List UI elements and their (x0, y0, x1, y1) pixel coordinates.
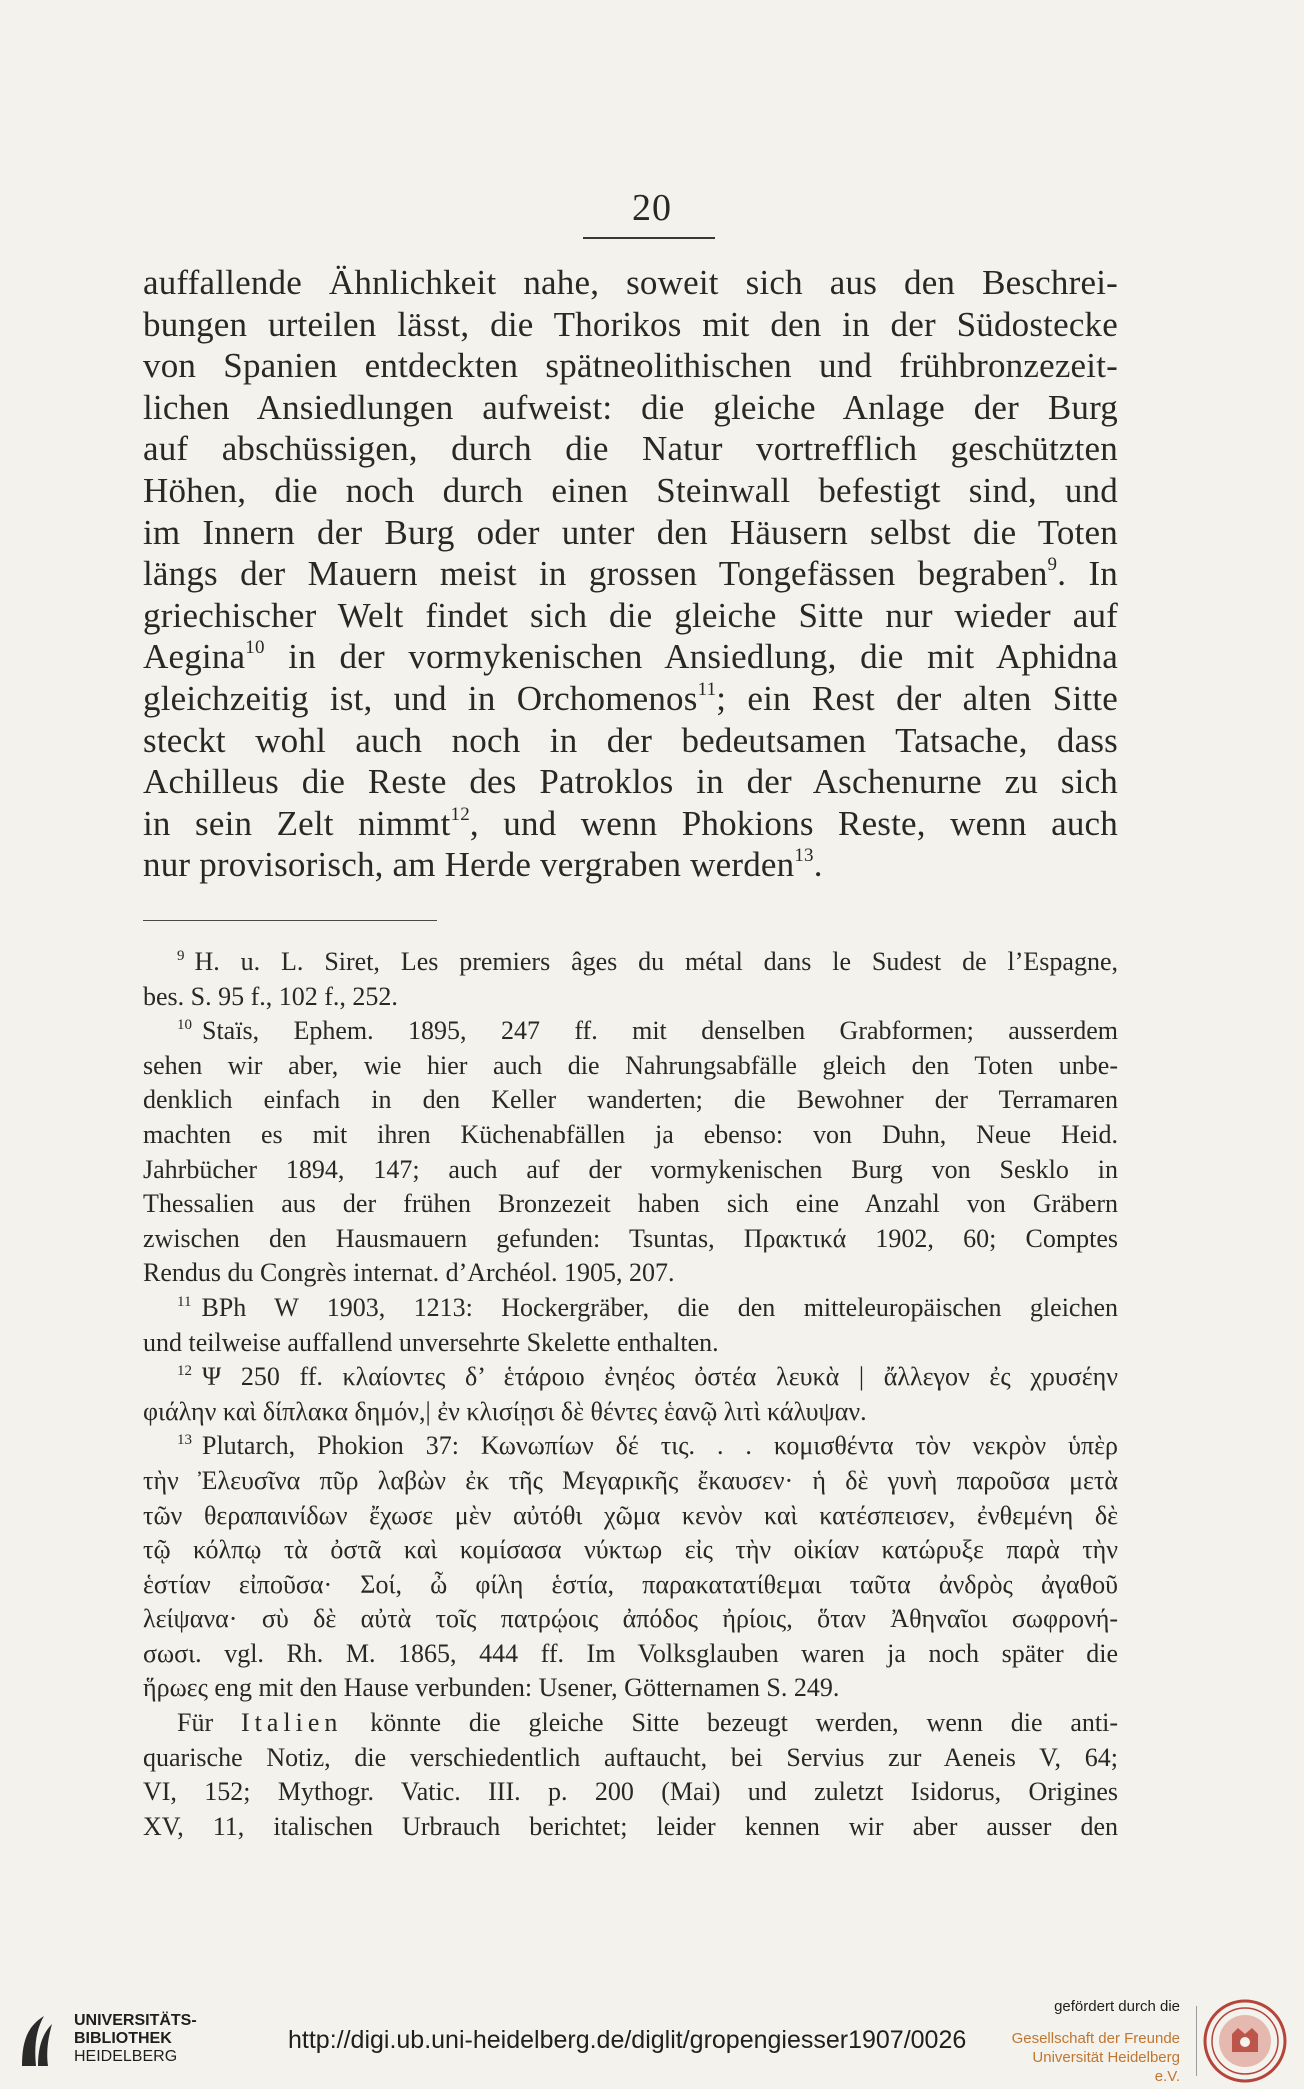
footnote-13-line: ἑστίαν εἰποῦσα· Σοί, ὦ φίλη ἑστία, παρακατατίθεμαι ταῦτα ἀνδρὸς ἀγαθοῦ (143, 1569, 1118, 1599)
main-body-text (143, 262, 1118, 886)
text-line (143, 803, 1118, 845)
footnote-ref-11: 11 (697, 678, 717, 700)
text-line: von Spanien entdeckten spätneolithischen und frühbronzezeit- (143, 346, 1118, 386)
footnote-10-line: Thessalien aus der frühen Bronzezeit haben sich eine Anzahl von Gräbern (143, 1189, 1118, 1219)
permalink-url[interactable]: http://digi.ub.uni-heidelberg.de/diglit/gropengiesser1907/0026 (288, 2026, 967, 2054)
footnote-10-line: machten es mit ihren Küchenabfällen ja ebenso: von Duhn, Neue Heid. (143, 1119, 1118, 1149)
text-line: griechischer Welt findet sich die gleiche Sitte nur wieder auf (143, 595, 1118, 635)
footnote-10-line: sehen wir aber, wie hier auch die Nahrungsabfälle gleich den Toten unbe- (143, 1050, 1118, 1080)
library-name-line: UNIVERSITÄTS- (74, 2012, 197, 2029)
italien-paragraph-line: VI, 152; Mythogr. Vatic. III. p. 200 (Mai) und zuletzt Isidorus, Origines (143, 1777, 1118, 1807)
sponsor-name-line: Universität Heidelberg e.V. (1032, 2049, 1180, 2085)
footnote-12-line: φιάλην καὶ δίπλακα δημόν,| ἐν κλισίῃσι δὲ θέντες ἑανῷ λιτὶ κάλυψαν. (143, 1396, 867, 1426)
text-segment: längs der Mauern meist in grossen Tongefässen begraben (143, 554, 1048, 594)
digitization-footer (0, 1992, 1304, 2084)
italien-paragraph-line: quarische Notiz, die verschiedentlich auftaucht, bei Servius zur Aeneis V, 64; (143, 1742, 1118, 1772)
footnote-number: 9 (177, 948, 185, 964)
sponsor-name-line: Gesellschaft der Freunde (1011, 2030, 1180, 2047)
footnote-13-line: ἥρωες eng mit den Hause verbunden: Usener, Götternamen S. 249. (143, 1673, 840, 1703)
library-name (74, 2012, 197, 2066)
footnote-number: 10 (177, 1017, 192, 1034)
footnote-number: 13 (177, 1432, 192, 1449)
footnote-text: H. u. L. Siret, Les premiers âges du métal dans le Sudest de l’Espagne, (194, 947, 1118, 976)
footnote-11-line (143, 1291, 1118, 1326)
text-line: steckt wohl auch noch in der bedeutsamen Tatsache, dass (143, 720, 1118, 760)
sponsor-label: gefördert durch die (1054, 1998, 1180, 2015)
text-segment: Aegina (143, 637, 246, 677)
text-line: auffallende Ähnlichkeit nahe, soweit sich aus den Beschrei- (143, 263, 1118, 302)
footnote-10-line (143, 1014, 1118, 1049)
footnote-13-line (143, 1429, 1118, 1464)
footnote-13-line: τὴν Ἐλευσῖνα πῦρ λαβὼν ἐκ τῆς Μεγαρικῆς ἔκαυσεν· ἡ δὲ γυνὴ παροῦσα μετὰ (143, 1465, 1118, 1495)
footnote-text: Staïs, Ephem. 1895, 247 ff. mit denselben Grabformen; ausserdem (202, 1016, 1118, 1046)
footnotes (143, 945, 1118, 1844)
text-segment: ; ein Rest der alten Sitte (716, 678, 1118, 718)
footnote-ref-10: 10 (245, 637, 265, 659)
italien-paragraph-line: XV, 11, italischen Urbrauch berichtet; leider kennen wir aber ausser den (143, 1811, 1118, 1841)
text-segment: , und wenn Phokions Reste, wenn auch (469, 803, 1118, 843)
text-line: auf abschüssigen, durch die Natur vortrefflich geschützten (143, 429, 1118, 469)
footnote-13-line: τῶν θεραπαινίδων ἔχωσε μὲν αὐτόθι χῶμα κενὸν καὶ κατέσπεισεν, ἐνθεμένη δὲ (143, 1500, 1118, 1530)
text-line (143, 636, 1118, 678)
library-name-line: BIBLIOTHEK (74, 2030, 172, 2047)
page-number-underline (583, 237, 715, 239)
footnote-separator (143, 920, 437, 921)
footnote-12-line (143, 1360, 1118, 1395)
ub-heidelberg-logo-icon (14, 2010, 58, 2070)
footnote-number: 11 (177, 1293, 192, 1310)
page-number: 20 (632, 187, 672, 229)
footnote-9-line (143, 945, 1118, 980)
footnote-10-line: Jahrbücher 1894, 147; auch auf der vormykenischen Burg von Sesklo in (143, 1154, 1118, 1184)
text-segment: könnte die gleiche Sitte bezeugt werden, wenn die anti- (342, 1708, 1118, 1738)
footnote-13-line: λείψανα· σὺ δὲ αὐτὰ τοῖς πατρῴοις ἀπόδος ἠρίοις, ὅταν Ἀθηναῖοι σωφρονή- (143, 1604, 1118, 1634)
text-line: Achilleus die Reste des Patroklos in der Aschenurne zu sich (143, 762, 1118, 802)
footnote-number: 12 (177, 1363, 192, 1380)
footnote-text: BPh W 1903, 1213: Hockergräber, die den mitteleuropäischen gleichen (201, 1292, 1118, 1322)
text-line: im Innern der Burg oder unter den Häusern selbst die Toten (143, 512, 1118, 552)
footnote-ref-9: 9 (1047, 554, 1058, 576)
text-segment: . In (1057, 554, 1118, 594)
italien-paragraph-line (143, 1706, 1118, 1741)
sponsor-block (1010, 1998, 1180, 2086)
footnote-10-line: denklich einfach in den Keller wanderten; die Bewohner der Terramaren (143, 1085, 1118, 1115)
footnote-10-line: Rendus du Congrès internat. d’Archéol. 1905, 207. (143, 1258, 675, 1288)
text-segment: . (813, 845, 823, 885)
text-segment: in der vormykenischen Ansiedlung, die mit Aphidna (264, 637, 1118, 677)
footnote-text: Plutarch, Phokion 37: Κωνωπίων δέ τις. . . κομισθέντα τὸν νεκρὸν ὑπὲρ (202, 1431, 1118, 1461)
text-segment: gleichzeitig ist, und in Orchomenos (143, 678, 698, 718)
university-seal-icon (1202, 1998, 1288, 2084)
footnote-text: Ψ 250 ff. κλαίοντες δ’ ἑτάροιο ἐνηέος ὀστέα λευκὰ | ἄλλεγον ἐς χρυσέην (202, 1362, 1118, 1392)
footnote-ref-12: 12 (450, 803, 470, 825)
footnote-13-line: σωσι. vgl. Rh. M. 1865, 444 ff. Im Volksglauben waren ja noch später die (143, 1638, 1118, 1668)
footnote-13-line: τῷ κόλπῳ τὰ ὀστᾶ καὶ κομίσασα νύκτωρ εἰς τὴν οἰκίαν κατώρυξε παρὰ τὴν (143, 1535, 1118, 1565)
text-line: lichen Ansiedlungen aufweist: die gleiche Anlage der Burg (143, 387, 1118, 427)
text-line: bungen urteilen lässt, die Thorikos mit den in der Südostecke (143, 304, 1118, 344)
footnote-ref-13: 13 (794, 845, 814, 867)
text-line: Höhen, die noch durch einen Steinwall befestigt sind, und (143, 470, 1118, 510)
text-segment: Für (177, 1708, 241, 1738)
emphasized-word: Italien (240, 1708, 343, 1738)
footer-divider (1196, 2006, 1197, 2076)
text-segment: nur provisorisch, am Herde vergraben werden (143, 845, 795, 885)
text-line (143, 553, 1118, 595)
text-segment: in sein Zelt nimmt (143, 803, 451, 843)
text-line (143, 844, 1118, 886)
footnote-11-line: und teilweise auffallend unversehrte Skelette enthalten. (143, 1327, 719, 1357)
footnote-10-line: zwischen den Hausmauern gefunden: Tsuntas, Πρακτικά 1902, 60; Comptes (143, 1223, 1118, 1253)
library-name-line: HEIDELBERG (74, 2048, 178, 2065)
text-line (143, 678, 1118, 720)
footnote-9-line: bes. S. 95 f., 102 f., 252. (143, 981, 398, 1011)
